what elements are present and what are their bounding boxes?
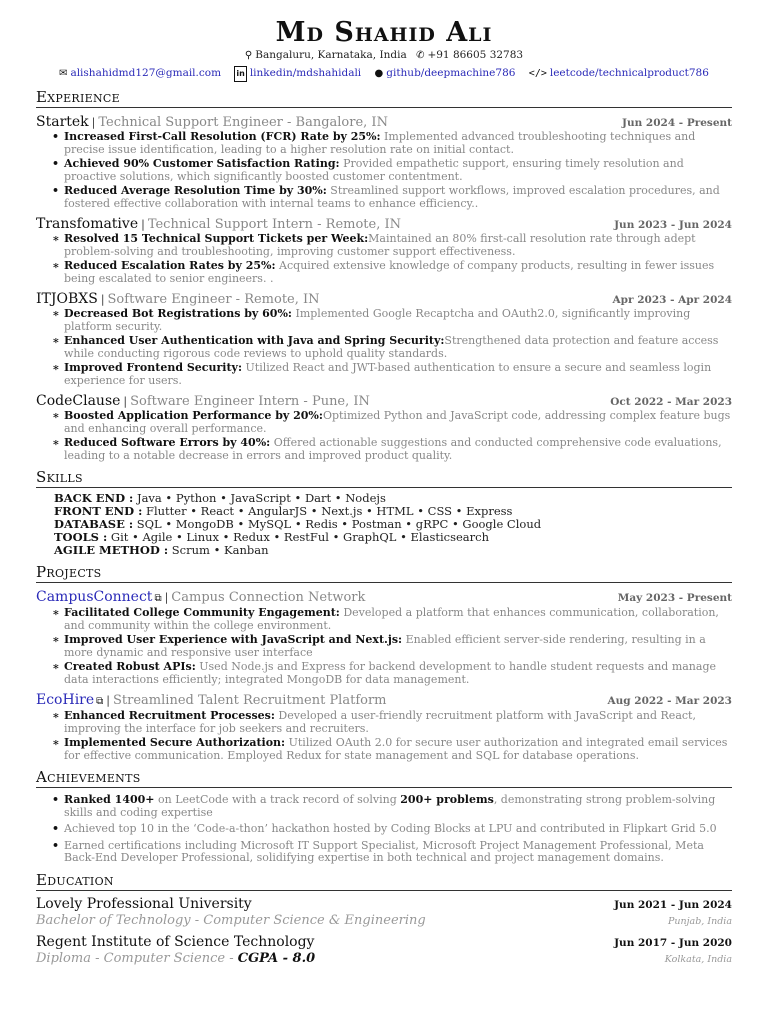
role-title: Software Engineer Intern - Pune, IN: [130, 394, 370, 409]
location-text: Punjab, India: [667, 915, 732, 927]
list-item: ∗ Boosted Application Performance by 20%:Optimized Python and JavaScript code, addressing complex feature bugs and enhancing overall performance.: [64, 410, 732, 435]
external-link-icon[interactable]: ⧉: [154, 593, 162, 604]
resume-page: [36, 18, 732, 967]
achievements-heading: Achievements: [36, 768, 732, 788]
org-name: Startek: [36, 114, 89, 130]
projects-heading: Projects: [36, 563, 732, 583]
date-range: Aug 2022 - Mar 2023: [607, 695, 732, 707]
github-icon: ●: [374, 68, 384, 79]
date-range: Jun 2021 - Jun 2024: [614, 898, 732, 911]
list-item: • Ranked 1400+ on LeetCode with a track record of solving 200+ problems, demonstrating strong problem-solving skills and coding expertise: [64, 794, 732, 819]
role-title: Technical Support Intern - Remote, IN: [147, 217, 402, 232]
location-text: Bangaluru, Karnataka, India: [255, 49, 407, 61]
list-item: ∗ Enhanced User Authentication with Java and Spring Security:Strengthened data protection and feature access while conducting rigorous code reviews to uphold quality standards.: [64, 335, 732, 360]
date-range: May 2023 - Present: [617, 592, 732, 604]
date-range: Oct 2022 - Mar 2023: [610, 396, 732, 408]
org-name: ITJOBXS: [36, 291, 98, 307]
date-range: Jun 2024 - Present: [622, 117, 732, 129]
degree-text: Bachelor of Technology - Computer Science & Engineering: [36, 912, 426, 928]
experience-entry-codeclause: CodeClause | Software Engineer Intern - Pune, IN Oct 2022 - Mar 2023 ∗ Boosted Application Performance by 20%:Optimized Python and JavaScript code, addressing complex feature bugs and enhancing overall performance. ∗ Reduced Software Errors by 40%: Offered actionable suggestions and conducted comprehensive code evaluations, leading to a notable decrease in errors and improved product quality.: [36, 392, 732, 462]
experience-entry-startek: Startek | Technical Support Engineer - Bangalore, IN Jun 2024 - Present • Increased First-Call Resolution (FCR) Rate by 25%: Implemented advanced troubleshooting techniques and precise issue identification, leading to a higher resolution rate on initial contact. • Achieved 90% Customer Satisfaction Rating: Provided empathetic support, ensuring timely resolution and proactive solutions, which significantly boosted customer contentment. • Reduced Average Resolution Time by 30%: Streamlined support workflows, improved escalation procedures, and fostered effective collaboration with internal teams to enhance efficiency..: [36, 113, 732, 210]
school-name: Lovely Professional University: [36, 895, 252, 912]
project-tagline: Streamlined Talent Recruitment Platform: [113, 693, 387, 708]
external-link-icon[interactable]: ⧉: [96, 696, 104, 707]
leetcode-link[interactable]: leetcode/technicalproduct786: [549, 67, 709, 79]
location-pin-icon: ⚲: [244, 50, 253, 61]
linkedin-icon: in: [234, 66, 246, 82]
code-icon: </>: [528, 68, 547, 79]
skill-row: BACK END : Java • Python • JavaScript • Dart • Nodejs: [54, 491, 386, 505]
skill-row: FRONT END : Flutter • React • AngularJS • Next.js • HTML • CSS • Express: [54, 504, 513, 518]
list-item: ∗ Created Robust APIs: Used Node.js and Express for backend development to handle student requests and manage data interactions efficiently; integrated MongoDB for data management.: [64, 661, 732, 686]
role-title: Technical Support Engineer - Bangalore, IN: [98, 115, 388, 130]
candidate-name: Md Shahid Ali: [275, 17, 493, 48]
list-item: ∗ Implemented Secure Authorization: Utilized OAuth 2.0 for secure user authorization and integrated email services for effective communication. Employed Redux for state management and SQL for database operations.: [64, 737, 732, 762]
skills-heading: Skills: [36, 468, 732, 488]
project-entry-campusconnect: CampusConnect ⧉ | Campus Connection Network May 2023 - Present ∗ Facilitated College Community Engagement: Developed a platform that enhances communication, collaboration, and community within the college environment. ∗ Improved User Experience with JavaScript and Next.js: Enabled efficient server-side rendering, resulting in a more dynamic and responsive user interface ∗ Created Robust APIs: Used Node.js and Express for backend development to handle student requests and manage data interactions efficiently; integrated MongoDB for data management.: [36, 588, 732, 686]
skill-row: TOOLS : Git • Agile • Linux • Redux • RestFul • GraphQL • Elasticsearch: [54, 530, 490, 544]
org-name: Transfomative: [36, 216, 139, 232]
list-item: ∗ Enhanced Recruitment Processes: Developed a user-friendly recruitment platform with JavaScript and React, improving the interface for job seekers and recruiters.: [64, 710, 732, 735]
experience-entry-transfomative: Transfomative | Technical Support Intern - Remote, IN Jun 2023 - Jun 2024 ∗ Resolved 15 Technical Support Tickets per Week:Maintained an 80% first-call resolution rate through adept problem-solving and troubleshooting, improving customer support effectiveness. ∗ Reduced Escalation Rates by 25%: Acquired extensive knowledge of company products, resulting in fewer issues being escalated to senior engineers. .: [36, 215, 732, 285]
list-item: ∗ Improved Frontend Security: Utilized React and JWT-based authentication to ensure a secure and seamless login experience for users.: [64, 362, 732, 387]
envelope-icon: ✉: [59, 68, 68, 79]
list-item: ∗ Facilitated College Community Engagement: Developed a platform that enhances communication, collaboration, and community within the college environment.: [64, 607, 732, 632]
list-item: ∗ Reduced Escalation Rates by 25%: Acquired extensive knowledge of company products, resulting in fewer issues being escalated to senior engineers. .: [64, 260, 732, 285]
date-range: Apr 2023 - Apr 2024: [612, 294, 732, 306]
skills-list: [36, 492, 732, 557]
skill-row: DATABASE : SQL • MongoDB • MySQL • Redis • Postman • gRPC • Google Cloud: [54, 517, 542, 531]
experience-entry-itjobxs: ITJOBXS | Software Engineer - Remote, IN Apr 2023 - Apr 2024 ∗ Decreased Bot Registrations by 60%: Implemented Google Recaptcha and OAuth2.0, significantly improving platform security. ∗ Enhanced User Authentication with Java and Spring Security:Strengthened data protection and feature access while conducting rigorous code reviews to uphold quality standards. ∗ Improved Frontend Security: Utilized React and JWT-based authentication to ensure a secure and seamless login experience for users.: [36, 290, 732, 387]
phone-icon: ✆: [416, 50, 425, 61]
education-entry-lpu: [36, 897, 732, 929]
list-item: • Achieved 90% Customer Satisfaction Rating: Provided empathetic support, ensuring timely resolution and proactive solutions, which significantly boosted customer contentment.: [64, 158, 732, 183]
project-link[interactable]: CampusConnect: [36, 589, 153, 605]
education-entry-regent: [36, 935, 732, 967]
linkedin-link[interactable]: linkedin/mdshahidali: [249, 67, 362, 79]
email-link[interactable]: alishahidmd127@gmail.com: [70, 67, 222, 79]
skill-row: AGILE METHOD : Scrum • Kanban: [54, 543, 269, 557]
list-item: • Increased First-Call Resolution (FCR) Rate by 25%: Implemented advanced troubleshooting techniques and precise issue identification, leading to a higher resolution rate on initial contact.: [64, 131, 732, 156]
role-title: Software Engineer - Remote, IN: [107, 292, 320, 307]
list-item: ∗ Decreased Bot Registrations by 60%: Implemented Google Recaptcha and OAuth2.0, significantly improving platform security.: [64, 308, 732, 333]
contact-line-1: [36, 48, 732, 63]
list-item: • Achieved top 10 in the ‘Code-a-thon’ hackathon hosted by Coding Blocks at LPU and contributed in Flipkart Grid 5.0: [64, 823, 732, 836]
list-item: ∗ Improved User Experience with JavaScript and Next.js: Enabled efficient server-side rendering, resulting in a more dynamic and responsive user interface: [64, 634, 732, 659]
github-link[interactable]: github/deepmachine786: [386, 67, 516, 79]
degree-text: Diploma - Computer Science - CGPA - 8.0: [36, 950, 316, 966]
project-entry-ecohire: EcoHire ⧉ | Streamlined Talent Recruitment Platform Aug 2022 - Mar 2023 ∗ Enhanced Recruitment Processes: Developed a user-friendly recruitment platform with JavaScript and React, improving the interface for job seekers and recruiters. ∗ Implemented Secure Authorization: Utilized OAuth 2.0 for secure user authorization and integrated email services for effective communication. Employed Redux for state management and SQL for database operations.: [36, 691, 732, 762]
list-item: ∗ Reduced Software Errors by 40%: Offered actionable suggestions and conducted comprehensive code evaluations, leading to a notable decrease in errors and improved product quality.: [64, 437, 732, 462]
project-tagline: Campus Connection Network: [171, 590, 366, 605]
date-range: Jun 2017 - Jun 2020: [614, 936, 732, 949]
list-item: • Earned certifications including Microsoft IT Support Specialist, Microsoft Project Management Professional, Meta Back-End Developer Professional, solidifying expertise in both technical and project management domains.: [64, 840, 732, 865]
phone-text: +91 86605 32783: [427, 49, 524, 61]
org-name: CodeClause: [36, 393, 121, 409]
experience-heading: Experience: [36, 88, 732, 108]
education-heading: Education: [36, 871, 732, 891]
date-range: Jun 2023 - Jun 2024: [614, 219, 732, 231]
project-link[interactable]: EcoHire: [36, 692, 95, 708]
list-item: • Reduced Average Resolution Time by 30%: Streamlined support workflows, improved escalation procedures, and fostered effective collaboration with internal teams to enhance efficiency..: [64, 185, 732, 210]
list-item: ∗ Resolved 15 Technical Support Tickets per Week:Maintained an 80% first-call resolution rate through adept problem-solving and troubleshooting, improving customer support effectiveness.: [64, 233, 732, 258]
contact-line-2: [36, 66, 732, 82]
location-text: Kolkata, India: [664, 953, 732, 965]
school-name: Regent Institute of Science Technology: [36, 933, 315, 950]
